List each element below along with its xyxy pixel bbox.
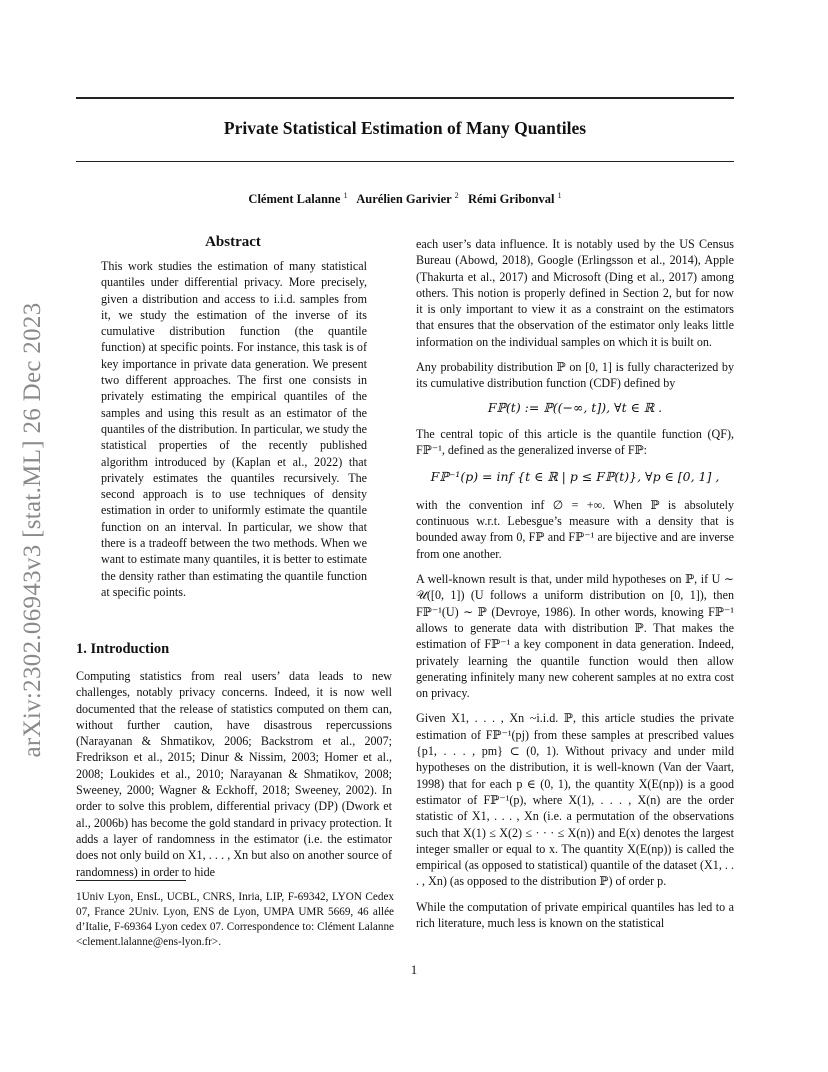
equation-quantile-function: Fℙ⁻¹(p) = inf {t ∈ ℝ | p ≤ Fℙ(t)}, ∀p ∈ [0, 1] ,: [430, 468, 720, 484]
abstract-body: This work studies the estimation of many statistical quantiles under differential privacy. More precisely, given a distribution and access to i.i.d. samples from it, we study the estimation of the inverse of its cumulative distribution function (the quantile function) at specific points. For instance, this task is of key importance in private data generation. We present two different approaches. The first one consists in privately estimating the empirical quantiles of the samples and using this result as an estimator of the quantiles of the distribution. In particular, we study the statistical properties of the recently published algorithm introduced by (Kaplan et al., 2022) that privately estimates the quantiles recursively. The second approach is to use techniques of density estimation in order to uniformly estimate the quantile function on an interval. In particular, we show that there is a tradeoff between the two methods. When we want to estimate many quantiles, it is better to estimate the density rather than estimating the quantile function at specific points.: [101, 259, 367, 599]
title-rule: [76, 161, 734, 162]
author-list: Clément Lalanne $^1$ Aurélien Garivier $^2$ Rémi Gribonval $^1$: [248, 191, 562, 207]
paragraph-qf: The central topic of this article is the quantile function (QF), Fℙ⁻¹, defined as the generalized inverse of Fℙ:: [416, 426, 734, 458]
author-2: Aurélien Garivier: [356, 192, 452, 207]
paragraph-convention: with the convention inf ∅ = +∞. When ℙ is absolutely continuous w.r.t. Lebesgue’s measure with a density that is bounded away from 0, Fℙ and Fℙ⁻¹ are bijective and are inverse from one another.: [416, 497, 734, 561]
right-column: [416, 236, 734, 940]
footnote-rule: [76, 880, 186, 881]
author-1: Clément Lalanne: [248, 192, 341, 207]
paragraph-dp-usage: each user’s data influence. It is notably used by the US Census Bureau (Abowd, 2018), Google (Erlingsson et al., 2014), Apple (Thakurta et al., 2017) and Microsoft (Ding et al., 2017) among others. This notion is properly defined in Section 2, but for now it is only important to view it as a constraint on the estimators that ensures that the observation of the estimator only leaks little information on the individual samples on which it is built on.: [416, 237, 734, 349]
paragraph-well-known: A well-known result is that, under mild hypotheses on ℙ, if U ∼ 𝒰([0, 1]) (U follows a uniform distribution on [0, 1]), then Fℙ⁻¹(U) ∼ ℙ (Devroye, 1986). In other words, knowing Fℙ⁻¹ allows to generate data with distribution ℙ. That makes the estimation of Fℙ⁻¹ a key component in data generation. Indeed, privately learning the quantile function would then allow generating infinitely many new coherent samples at no extra cost on privacy.: [416, 572, 734, 701]
paper-title: Private Statistical Estimation of Many Quantiles: [223, 118, 587, 138]
section-heading-introduction: 1. Introduction: [76, 641, 170, 657]
arxiv-stamp: arXiv:2302.06943v3 [stat.ML] 26 Dec 2023: [19, 302, 46, 758]
top-rule: [76, 97, 734, 99]
paragraph-cdf: Any probability distribution ℙ on [0, 1] is fully characterized by its cumulative distribution function (CDF) defined by: [416, 360, 734, 391]
footnote: 1Univ Lyon, EnsL, UCBL, CNRS, Inria, LIP, F-69342, LYON Cedex 07, France 2Univ. Lyon, ENS de Lyon, UMPA UMR 5669, 46 allée d’Italie, F-69364 Lyon cedex 07. Correspondence to: Clément Lalanne <clement.lalanne@ens-lyon.fr>.: [76, 891, 394, 948]
author-3: Rémi Gribonval: [467, 192, 555, 207]
intro-paragraph: Computing statistics from real users’ data leads to new challenges, notably privacy concerns. Indeed, it is now well documented that the release of statistics computed on them can, without further caution, have disastrous repercussions (Narayanan & Shmatikov, 2006; Backstrom et al., 2007; Fredrikson et al., 2015; Dinur & Nissim, 2003; Homer et al., 2008; Loukides et al., 2010; Narayanan & Shmatikov, 2008; Sweeney, 2000; Wagner & Eckhoff, 2018; Sweeney, 2002). In order to solve this problem, differential privacy (DP) (Dwork et al., 2006b) has become the gold standard in privacy protection. It adds a layer of randomness in the estimator (i.e. the estimator does not only build on X1, . . . , Xn but also on another source of randomness) in order to hide: [76, 669, 392, 879]
abstract-heading: Abstract: [205, 234, 261, 250]
intro-left-column: [76, 668, 392, 889]
page-number: 1: [410, 963, 418, 977]
equation-cdf: Fℙ(t) := ℙ((−∞, t]), ∀t ∈ ℝ .: [487, 399, 663, 415]
paragraph-private-quantiles: While the computation of private empirical quantiles has led to a rich literature, much less is known on the statistical: [416, 899, 734, 930]
paragraph-given-samples: Given X1, . . . , Xn ~i.i.d. ℙ, this article studies the private estimation of Fℙ⁻¹(pj) from these samples at prescribed values {p1, . . . , pm} ⊂ (0, 1). Without privacy and under mild hypotheses on the distribution, it is well-known (Van der Vaart, 1998) that for each p ∈ (0, 1), the quantity X(E(np)) is a good estimator of Fℙ⁻¹(p), where X(1), . . . , X(n) are the order statistic of X1, . . . , Xn (i.e. a permutation of the observations such that X(1) ≤ X(2) ≤ · · · ≤ X(n)) and E(x) denotes the largest integer smaller or equal to x. The quantity X(E(np)) is called the empirical (as opposed to statistical) quantile of the dataset (X1, . . . , Xn) (as opposed to the distribution ℙ) of order p.: [416, 711, 734, 889]
